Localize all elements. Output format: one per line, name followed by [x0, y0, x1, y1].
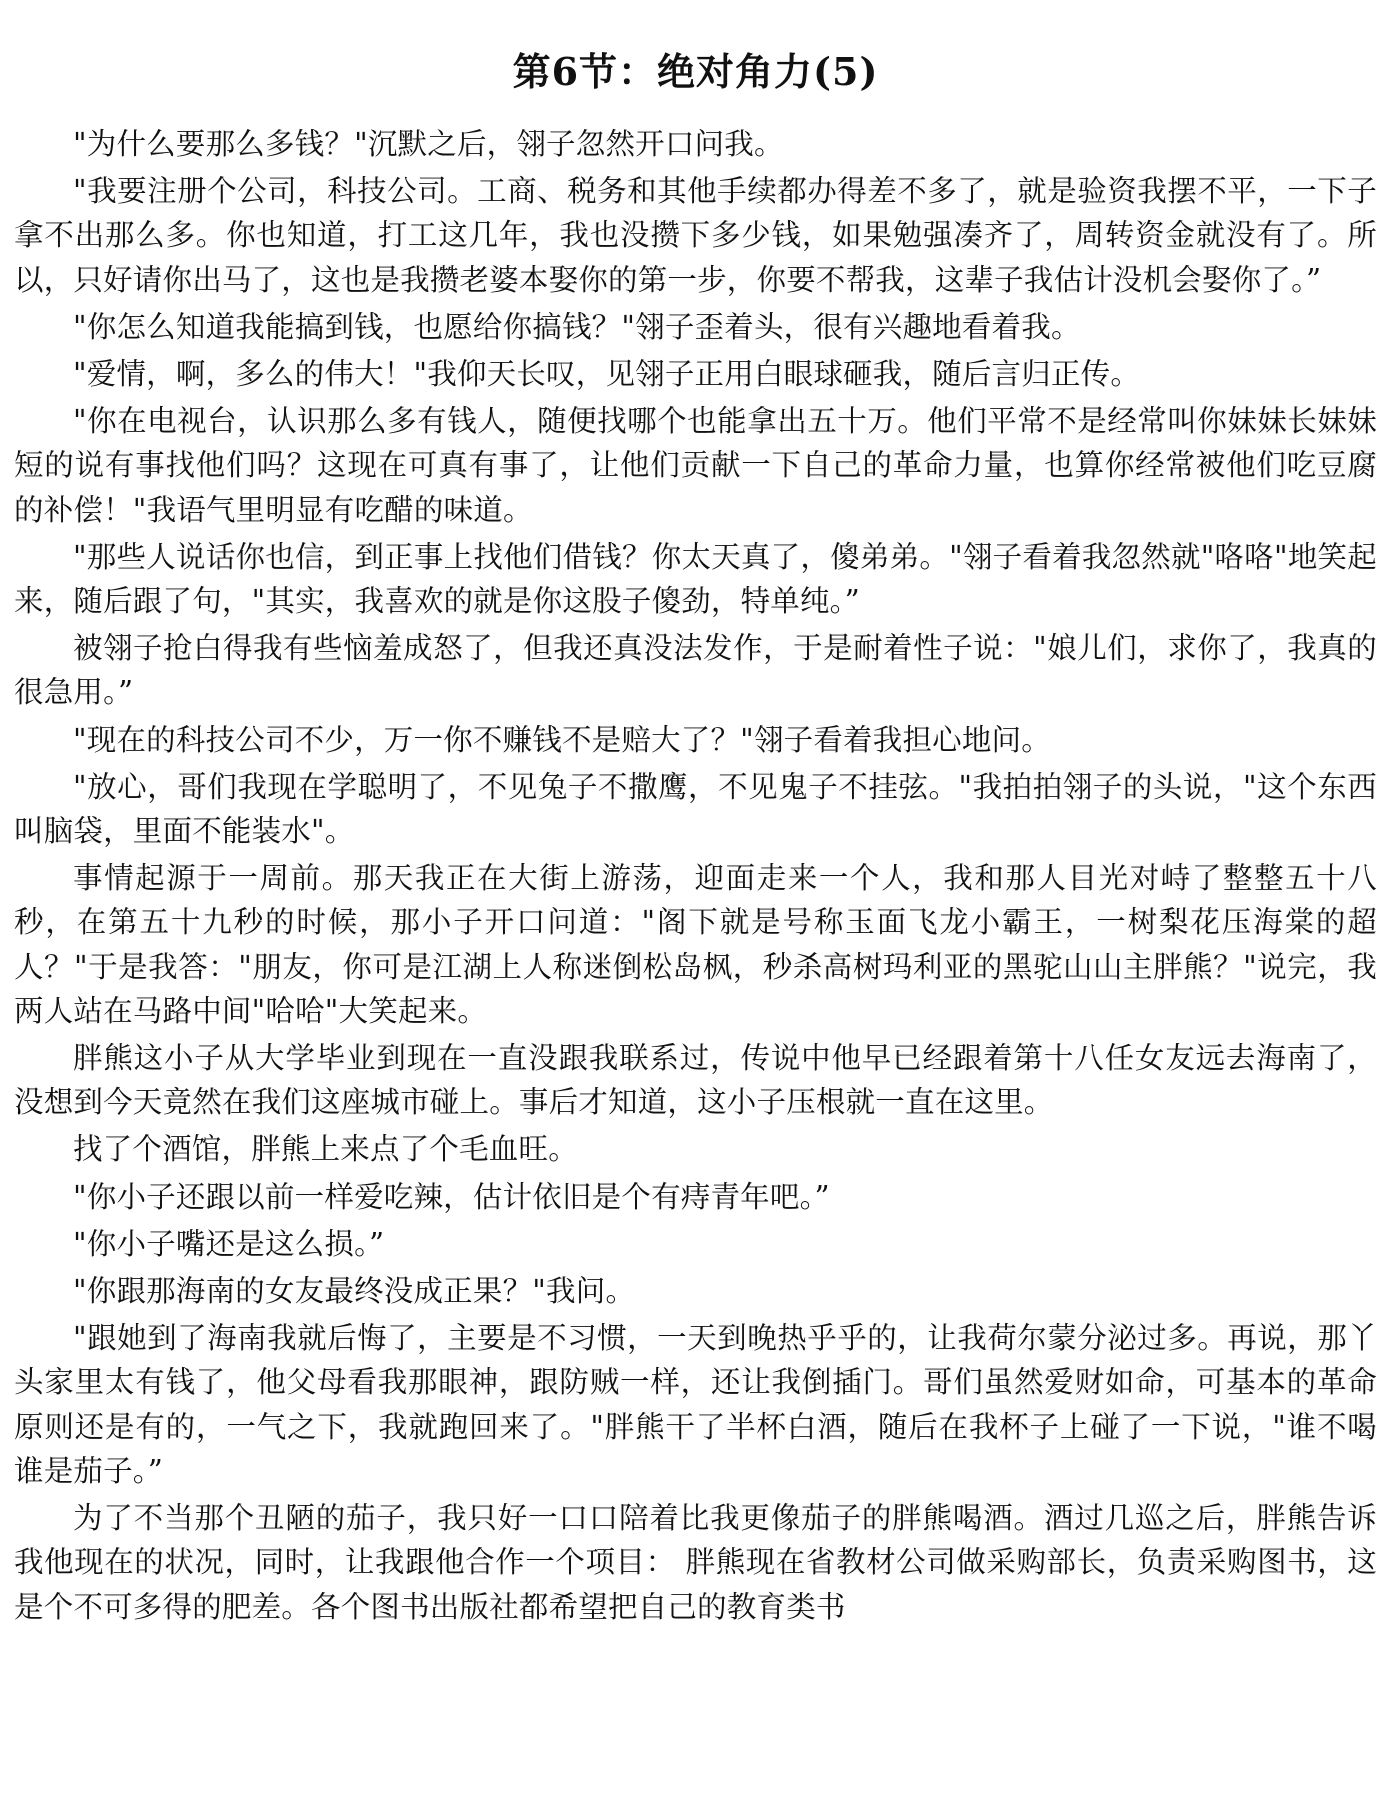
paragraph: 找了个酒馆，胖熊上来点了个毛血旺。 [73, 1132, 578, 1167]
document-page [14, 44, 1377, 1629]
paragraph: "你跟那海南的女友最终没成正果？"我问。 [73, 1274, 636, 1309]
paragraph: "跟她到了海南我就后悔了，主要是不习惯，一天到晚热乎乎的，让我荷尔蒙分泌过多。再说，那丫头家里太有钱了，他父母看我那眼神，跟防贼一样，还让我倒插门。哥们虽然爱财如命，可基本的革命原则还是有的，一气之下，我就跑回来了。"胖熊干了半杯白酒，随后在我杯子上碰了一下说，"谁不喝谁是茄子。” [14, 1321, 1377, 1488]
paragraph: "为什么要那么多钱？"沉默之后，翎子忽然开口问我。 [73, 127, 784, 161]
chapter-title: 第6节：绝对角力(5) [512, 49, 879, 94]
paragraph: "放心，哥们我现在学聪明了，不见兔子不撒鹰，不见鬼子不挂弦。"我拍拍翎子的头说，"这个东西叫脑袋，里面不能装水"。 [14, 769, 1377, 849]
paragraph: 胖熊这小子从大学毕业到现在一直没跟我联系过，传说中他早已经跟着第十八任女友远去海南了，没想到今天竟然在我们这座城市碰上。事后才知道，这小子压根就一直在这里。 [14, 1041, 1377, 1120]
paragraph: "现在的科技公司不少，万一你不赚钱不是赔大了？"翎子看着我担心地问。 [73, 722, 1051, 757]
paragraph: 为了不当那个丑陋的茄子，我只好一口口陪着比我更像茄子的胖熊喝酒。酒过几巡之后，胖熊告诉我他现在的状况，同时，让我跟他合作一个项目： 胖熊现在省教材公司做采购部长，负责采购图书，这是个不可多得的肥差。各个图书出版社都希望把自己的教育类书 [14, 1501, 1377, 1624]
paragraph: 事情起源于一周前。那天我正在大街上游荡，迎面走来一个人，我和那人目光对峙了整整五十八秒，在第五十九秒的时候，那小子开口问道："阁下就是号称玉面飞龙小霸王，一树梨花压海棠的超人？"于是我答："朋友，你可是江湖上人称迷倒松岛枫，秒杀高树玛利亚的黑驼山山主胖熊？"说完，我两人站在马路中间"哈哈"大笑起来。 [14, 861, 1377, 1028]
paragraph: 被翎子抢白得我有些恼羞成怒了，但我还真没法发作，于是耐着性子说："娘儿们，求你了，我真的很急用。” [14, 631, 1377, 710]
paragraph: "那些人说话你也信，到正事上找他们借钱？你太天真了，傻弟弟。"翎子看着我忽然就"咯咯"地笑起来，随后跟了句，"其实，我喜欢的就是你这股子傻劲，特单纯。” [14, 539, 1377, 619]
paragraph: "爱情，啊，多么的伟大！"我仰天长叹，见翎子正用白眼球砸我，随后言归正传。 [73, 357, 1141, 392]
paragraph: "你怎么知道我能搞到钱，也愿给你搞钱？"翎子歪着头，很有兴趣地看着我。 [73, 309, 1081, 344]
paragraph: "你小子嘴还是这么损。” [73, 1226, 385, 1261]
paragraph: "你在电视台，认识那么多有钱人，随便找哪个也能拿出五十万。他们平常不是经常叫你妹妹长妹妹短的说有事找他们吗？这现在可真有事了，让他们贡献一下自己的革命力量，也算你经常被他们吃豆腐的补偿！"我语气里明显有吃醋的味道。 [14, 404, 1377, 527]
paragraph: "你小子还跟以前一样爱吃辣，估计依旧是个有痔青年吧。” [73, 1179, 830, 1214]
document-body [14, 122, 1377, 1629]
paragraph: "我要注册个公司，科技公司。工商、税务和其他手续都办得差不多了，就是验资我摆不平，一下子拿不出那么多。你也知道，打工这几年，我也没攒下多少钱，如果勉强凑齐了，周转资金就没有了。所以，只好请你出马了，这也是我攒老婆本娶你的第一步，你要不帮我，这辈子我估计没机会娶你了。” [14, 174, 1377, 297]
